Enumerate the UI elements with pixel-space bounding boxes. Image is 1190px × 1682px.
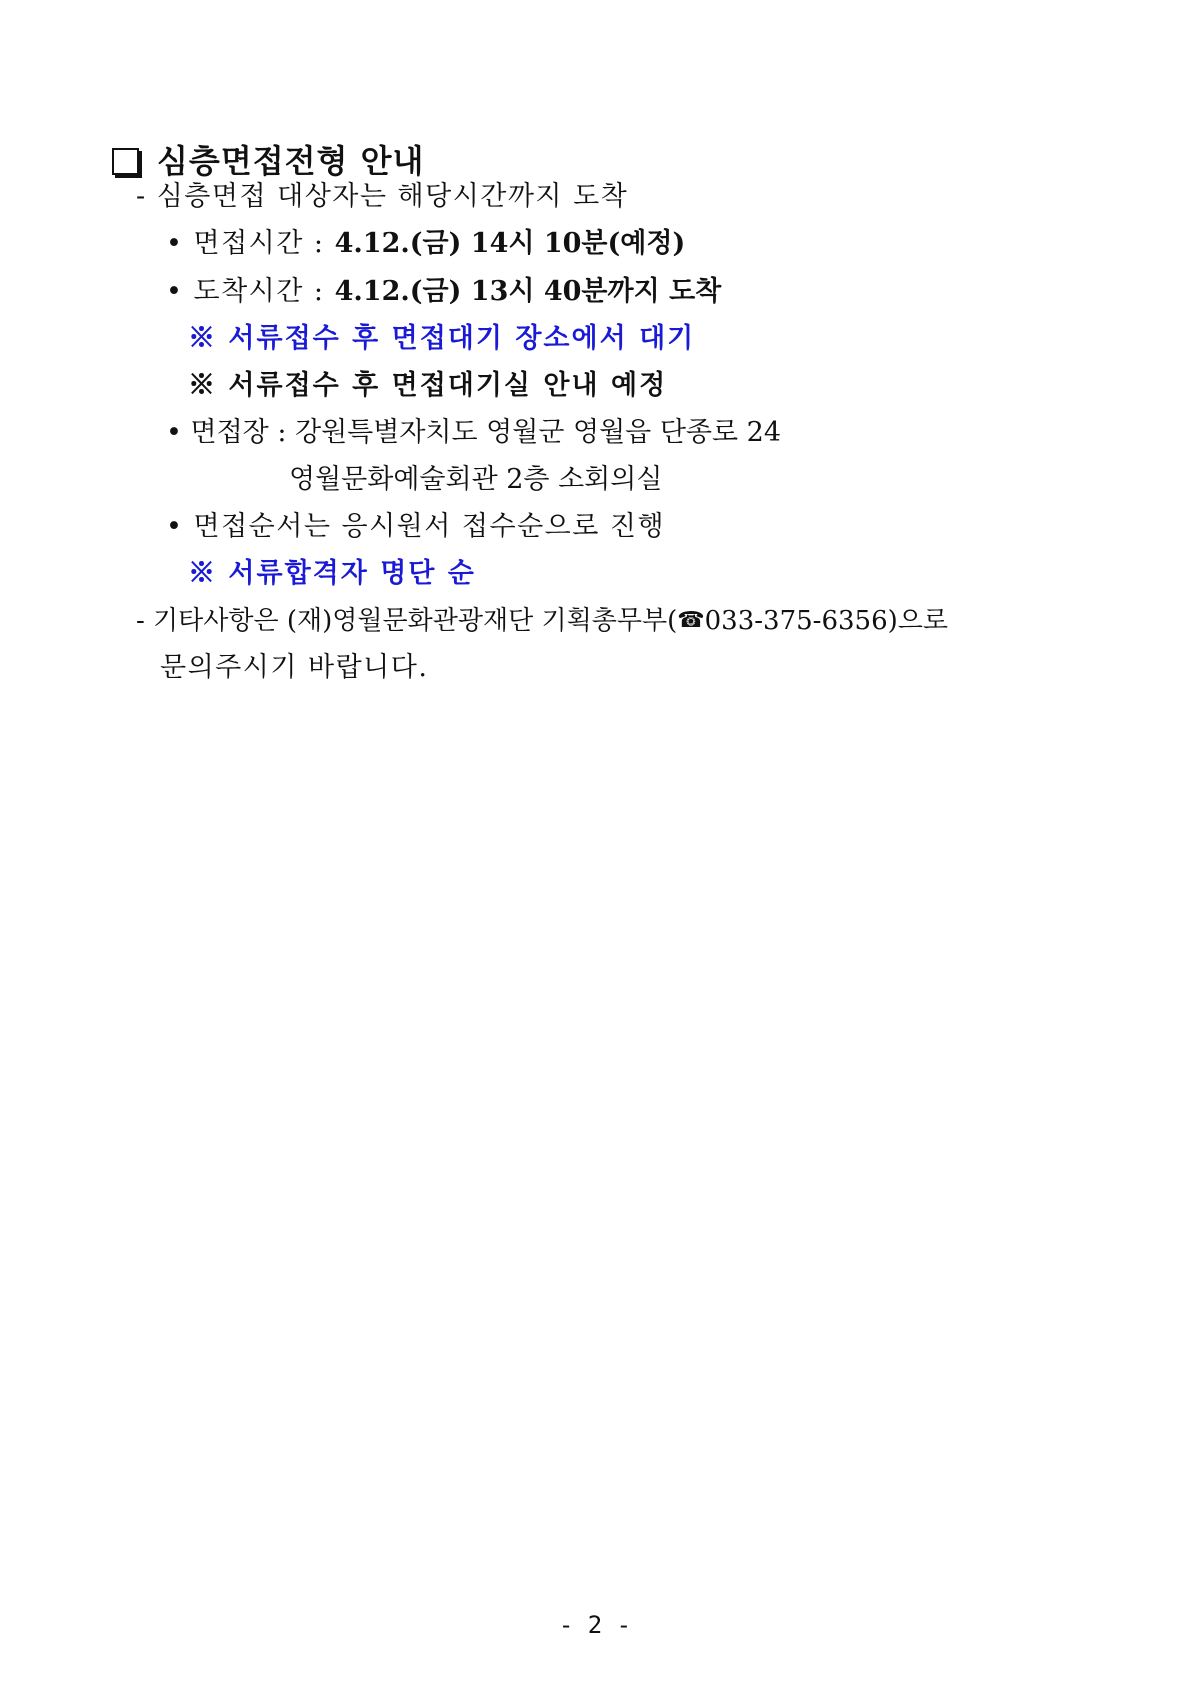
checkbox-icon xyxy=(112,148,139,175)
interview-time-value: 4.12.(금) 14시 10분(예정) xyxy=(334,228,686,259)
contact-line-2: 문의주시기 바랍니다. xyxy=(160,652,429,683)
section-title: 심층면접전형 안내 xyxy=(157,142,425,180)
arrival-time-label: • 도착시간 : xyxy=(166,276,335,307)
arrival-time-value: 4.12.(금) 13시 40분까지 도착 xyxy=(334,276,722,307)
contact-suffix: )으로 xyxy=(887,606,949,636)
arrival-time xyxy=(166,275,721,309)
contact-prefix: - 기타사항은 (재)영월문화관광재단 기획총무부( xyxy=(136,606,678,636)
contact-line-1 xyxy=(136,604,948,638)
arrival-notice: - 심층면접 대상자는 해당시간까지 도착 xyxy=(136,181,629,212)
note-waiting-room: ※ 서류접수 후 면접대기실 안내 예정 xyxy=(188,370,668,401)
page-number: - 2 - xyxy=(558,1611,632,1639)
note-order: ※ 서류합격자 명단 순 xyxy=(188,558,476,589)
section-heading xyxy=(112,138,424,180)
interview-order: • 면접순서는 응시원서 접수순으로 진행 xyxy=(166,511,666,542)
telephone-icon: ☎ xyxy=(677,608,705,633)
venue-line-1: • 면접장 : 강원특별자치도 영월군 영월읍 단종로 24 xyxy=(166,417,782,448)
interview-time-label: • 면접시간 : xyxy=(166,228,335,259)
contact-phone: 033-375-6356 xyxy=(704,606,888,636)
note-waiting-place: ※ 서류접수 후 면접대기 장소에서 대기 xyxy=(188,323,696,354)
interview-time xyxy=(166,227,685,261)
venue-line-2: 영월문화예술회관 2층 소회의실 xyxy=(289,464,663,495)
